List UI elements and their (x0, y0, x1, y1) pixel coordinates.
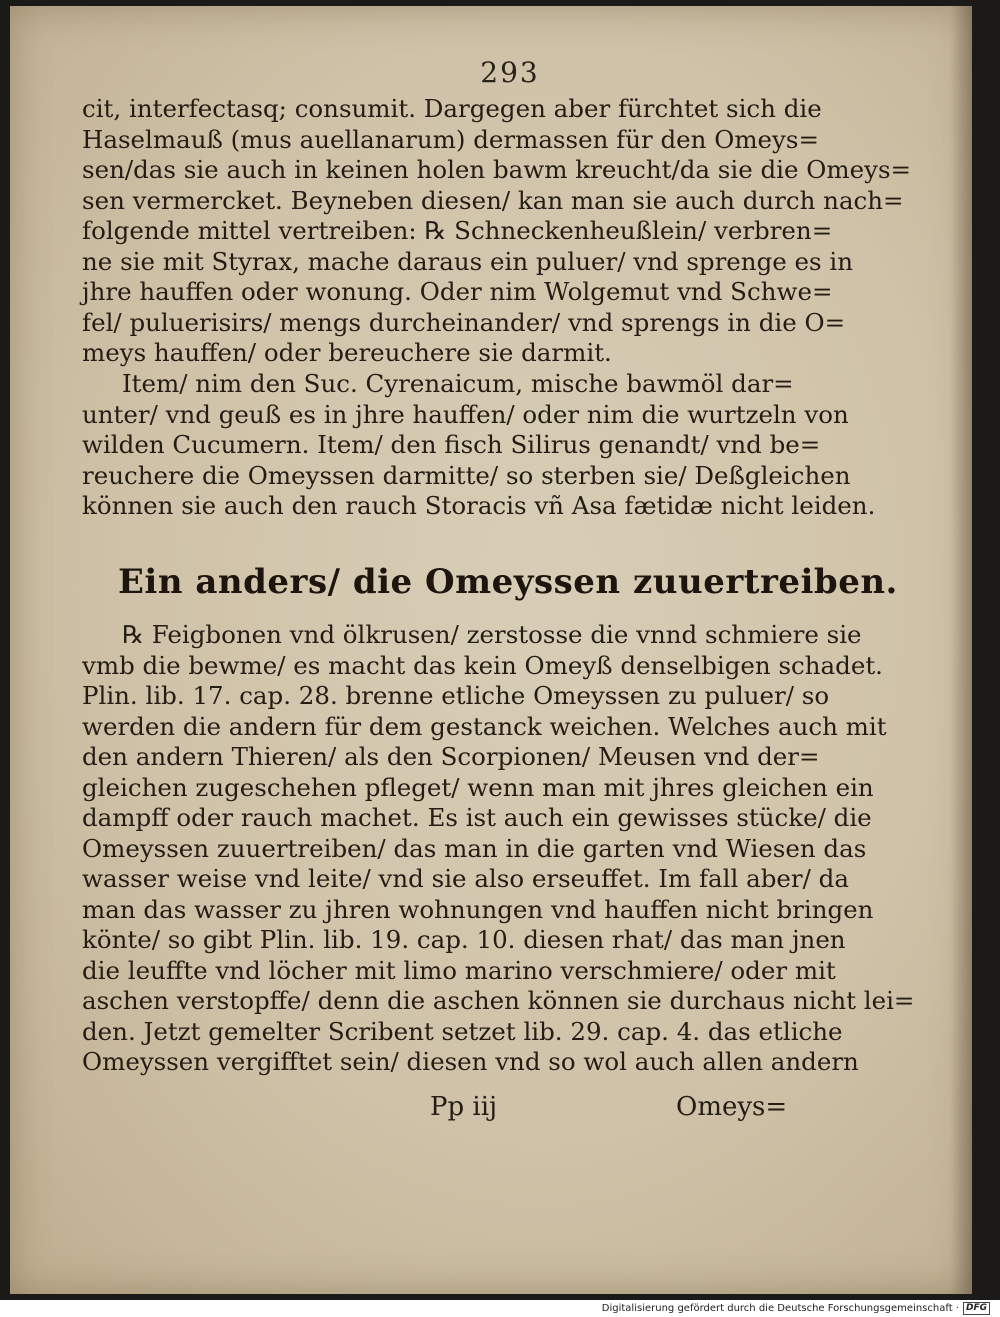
text-line: aschen verstopffe/ denn die aschen können sie durchaus nicht lei= (82, 986, 915, 1015)
text-line: könte/ so gibt Plin. lib. 19. cap. 10. diesen rhat/ das man jnen (82, 925, 846, 954)
catchword: Omeys= (676, 1092, 788, 1122)
page-number: 293 (480, 56, 540, 89)
text-line: vmb die bewme/ es macht das kein Omeyß denselbigen schadet. (82, 650, 883, 680)
text-line: Omeyssen zuuertreiben/ das man in die garten vnd Wiesen das (82, 833, 867, 863)
text-line: cit, interfectasq; consumit. Dargegen aber fürchtet sich die (82, 94, 822, 123)
text-line: dampff oder rauch machet. Es ist auch ein gewisses stücke/ die (82, 803, 872, 832)
section-heading: Ein anders/ die Omeyssen zuuertreiben. (118, 562, 898, 602)
text-line: man das wasser zu jhren wohnungen vnd hauffen nicht bringen (82, 894, 874, 924)
text-line: unter/ vnd geuß es in jhre hauffen/ oder nim die wurtzeln von (82, 399, 849, 429)
text-line: folgende mittel vertreiben: ℞ Schneckenheußlein/ verbren= (82, 216, 833, 245)
signature-mark: Pp iij (430, 1092, 498, 1122)
text-line: Omeyssen vergifftet sein/ diesen vnd so wol auch allen andern (82, 1047, 859, 1076)
text-line: können sie auch den rauch Storacis vñ Asa fætidæ nicht leiden. (82, 491, 876, 520)
text-line: die leuffte vnd löcher mit limo marino verschmiere/ oder mit (82, 955, 836, 985)
paragraph-2 (82, 369, 876, 522)
text-line: sen/das sie auch in keinen holen bawm kreucht/da sie die Omeys= (82, 155, 912, 184)
text-line: werden die andern für dem gestanck weichen. Welches auch mit (82, 711, 887, 741)
text-line: den. Jetzt gemelter Scribent setzet lib. 29. cap. 4. das etliche (82, 1016, 843, 1046)
text-line: meys hauffen/ oder bereuchere sie darmit. (82, 338, 612, 367)
dfg-logo: DFG (963, 1302, 990, 1315)
digitization-credit (602, 1300, 990, 1317)
page-edge-shadow (950, 6, 972, 1294)
text-line: Haselmauß (mus auellanarum) dermassen für den Omeys= (82, 124, 819, 154)
text-line: wilden Cucumern. Item/ den fisch Silirus genandt/ vnd be= (82, 430, 821, 459)
text-line: Plin. lib. 17. cap. 28. brenne etliche Omeyssen zu puluer/ so (82, 681, 830, 710)
text-line: reuchere die Omeyssen darmitte/ so sterben sie/ Deßgleichen (82, 460, 851, 490)
text-line: jhre hauffen oder wonung. Oder nim Wolgemut vnd Schwe= (82, 277, 833, 306)
paragraph-3 (82, 620, 915, 1078)
text-line: den andern Thieren/ als den Scorpionen/ Meusen vnd der= (82, 742, 820, 771)
text-line: sen vermercket. Beyneben diesen/ kan man sie auch durch nach= (82, 185, 904, 215)
text-line: Item/ nim den Suc. Cyrenaicum, mische bawmöl dar= (122, 369, 794, 398)
text-line: ne sie mit Styrax, mache daraus ein puluer/ vnd sprenge es in (82, 246, 854, 276)
credit-text: Digitalisierung gefördert durch die Deutsche Forschungsgemeinschaft · (601, 1303, 959, 1314)
text-line: fel/ puluerisirs/ mengs durcheinander/ vnd sprengs in die O= (82, 307, 846, 337)
text-line: wasser weise vnd leite/ vnd sie also erseuffet. Im fall aber/ da (82, 864, 849, 893)
text-line: gleichen zugeschehen pfleget/ wenn man mit jhres gleichen ein (82, 772, 874, 802)
paragraph-1 (82, 94, 912, 369)
text-line: ℞ Feigbonen vnd ölkrusen/ zerstosse die vnnd schmiere sie (122, 620, 862, 649)
